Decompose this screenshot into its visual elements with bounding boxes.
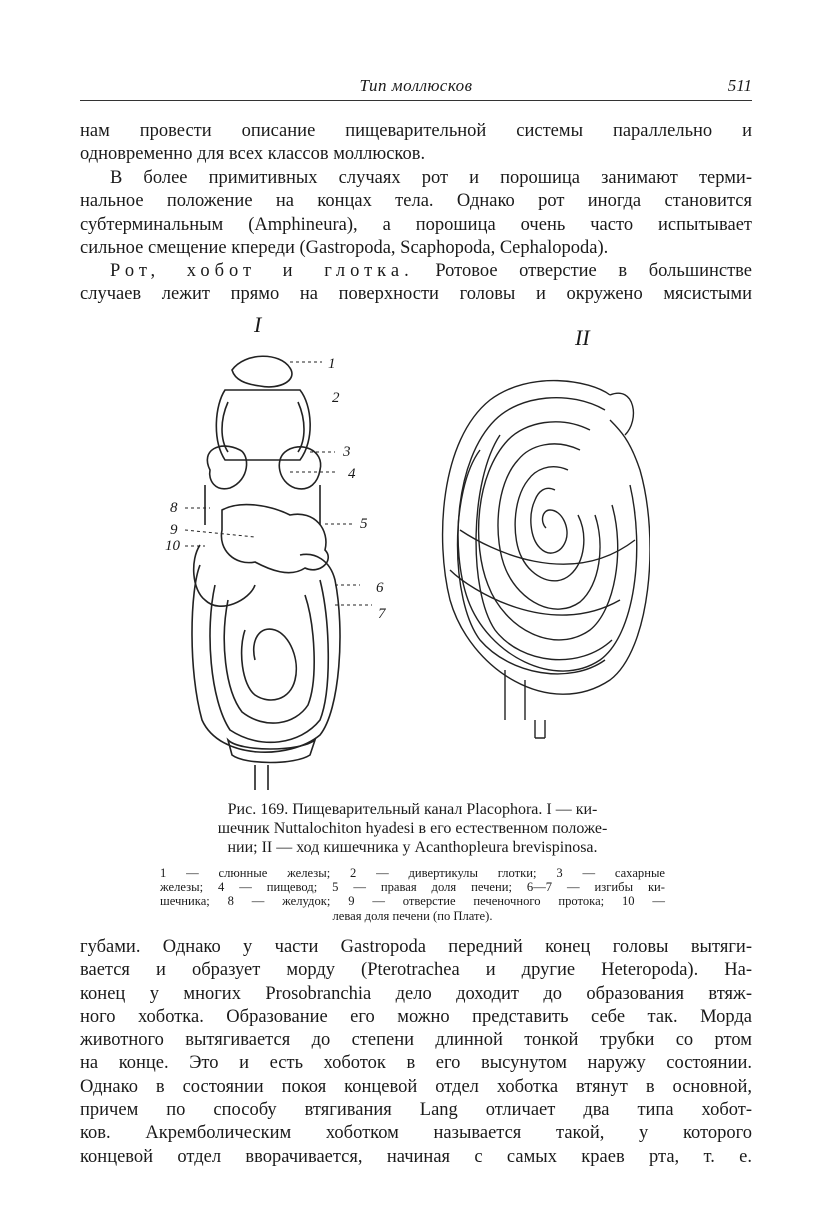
legend-line: железы; 4 — пищевод; 5 — правая доля печени; 6—7 — изгибы ки- — [160, 880, 665, 895]
figure-label-3: 3 — [343, 444, 351, 460]
figure-label-8: 8 — [170, 500, 178, 516]
caption-line: нии; II — ход кишечника у Acanthopleura brevispinosa. — [227, 839, 598, 856]
stomach-shape — [194, 545, 255, 606]
panel-i-drawing — [192, 356, 340, 790]
text-line: концевой отдел вворачивается, начиная с самых краев рта, т. е. — [80, 1146, 752, 1167]
paragraph-2 — [80, 167, 752, 260]
salivary-glands-shape — [232, 356, 292, 387]
anus-tube-ii — [535, 720, 545, 738]
figure-label-7: 7 — [378, 606, 386, 622]
inner-spiral — [531, 488, 567, 553]
paragraph-4 — [80, 936, 752, 1169]
pharynx-inner-right — [298, 402, 304, 452]
paragraph-1 — [80, 120, 752, 167]
middle-coil-2 — [498, 444, 600, 609]
panel-ii-drawing — [443, 381, 650, 738]
crossing-loop-4 — [460, 530, 635, 564]
text-line: Однако в состоянии покоя концевой отдел хоботка втянут в основной, — [80, 1076, 752, 1097]
text-line: одновременно для всех классов моллюсков. — [80, 144, 426, 165]
figure-label-1: 1 — [328, 356, 336, 372]
figure-label-10: 10 — [165, 538, 180, 554]
intestine-loop-2 — [224, 595, 314, 723]
legend-line: шечника; 8 — желудок; 9 — отверстие печеночного протока; 10 — — [160, 894, 665, 909]
text-line: В более примитивных случаях рот и порошица занимают терми- — [110, 168, 752, 188]
panel-i-labels — [165, 356, 387, 622]
text-line: сильное смещение кпереди (Gastropoda, Scaphopoda, Cephalopoda). — [80, 237, 609, 258]
text-line: субтерминальным (Amphineura), а порошица очень часто испытывает — [80, 214, 752, 235]
text-line: на конце. Это и есть хоботок в его высунутом наружу состоянии. — [80, 1053, 752, 1074]
panel-label-i: I — [254, 312, 262, 337]
running-header — [80, 70, 752, 100]
outer-coil-1 — [443, 381, 650, 695]
figure-label-6: 6 — [376, 580, 384, 596]
figure-label-9: 9 — [170, 522, 178, 538]
text-line — [80, 260, 752, 283]
text-line: нам провести описание пищеварительной системы параллельно и — [80, 121, 752, 141]
running-title: Тип моллюсков — [359, 76, 473, 95]
text-line: случаев лежит прямо на поверхности головы и окружено мясистыми — [80, 284, 752, 305]
caption-line: Рис. 169. Пищеварительный канал Placophora. I — ки- — [227, 801, 598, 818]
text-line: нальное положение на концах тела. Однако рот иногда становится — [80, 191, 752, 212]
crossing-loop-1 — [458, 450, 606, 674]
caption-line: шечник Nuttalochiton hyadesi в его естественном положе- — [217, 820, 608, 837]
outer-coil-2 — [458, 398, 637, 671]
header-rule — [80, 100, 752, 101]
figure-label-2: 2 — [332, 390, 340, 406]
page-number: 511 — [727, 76, 752, 95]
legend-line: 1 — слюнные железы; 2 — дивертикулы глотки; 3 — сахарные — [160, 866, 665, 880]
leader-line — [185, 530, 255, 537]
section-heading: Рот, хобот и глотка. — [110, 261, 414, 281]
paragraph-3 — [80, 260, 752, 307]
text-line: губами. Однако у части Gastropoda передний конец головы вытяги- — [80, 937, 752, 957]
pharynx-shape — [216, 390, 310, 460]
right-liver-lobe — [221, 505, 328, 573]
figure-label-4: 4 — [348, 466, 356, 482]
text-line: причем по способу втягивания Lang отличает два типа хобот- — [80, 1100, 752, 1121]
anus-tube — [255, 765, 268, 790]
figure-legend — [160, 866, 665, 923]
middle-coil-1 — [479, 422, 618, 640]
text-line: животного вытягивается до степени длинной тонкой трубки со ртом — [80, 1030, 752, 1051]
text-line: конец у многих Prosobranchia дело доходит до образования втяж- — [80, 983, 752, 1004]
sugar-gland-right — [279, 447, 320, 489]
text-line: вается и образует морду (Pterotrachea и другие Heteropoda). На- — [80, 960, 752, 981]
figure-label-5: 5 — [360, 516, 368, 532]
intestine-spiral — [242, 629, 297, 700]
anterior-loop — [610, 393, 633, 435]
sugar-gland-left — [207, 446, 246, 489]
text-line: ного хоботка. Образование его можно представить себе так. Морда — [80, 1006, 752, 1027]
digestive-canal-illustration — [150, 340, 650, 790]
text-line: ков. Акремболическим хоботком называется такой, у которого — [80, 1123, 752, 1144]
legend-line: левая доля печени (по Плате). — [332, 908, 493, 923]
panel-label-ii: II — [575, 325, 590, 350]
figure-caption — [160, 800, 665, 857]
text-fragment: Ротовое отверстие в большинстве — [435, 261, 753, 281]
crossing-loop-3 — [450, 570, 620, 615]
pharynx-inner-left — [222, 402, 228, 452]
